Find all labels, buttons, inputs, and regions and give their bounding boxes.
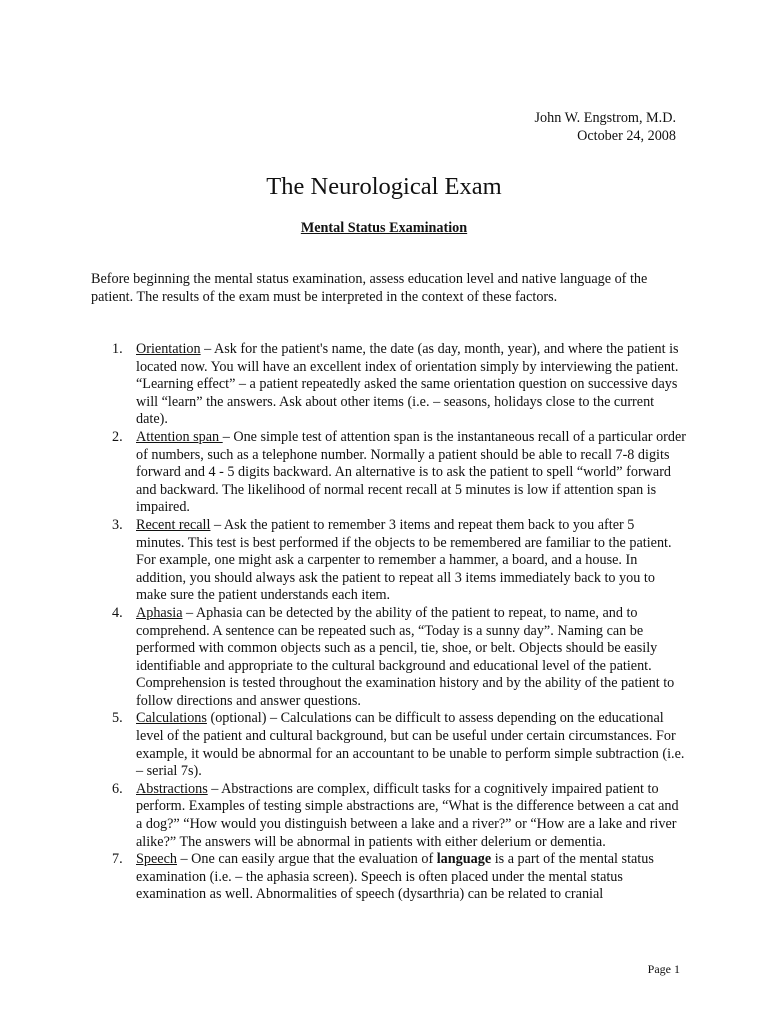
item-number: 2. — [112, 428, 123, 445]
item-text: – One can easily argue that the evaluation of — [176, 851, 437, 868]
item-term: Speech — [136, 851, 177, 868]
item-number: 1. — [112, 341, 123, 357]
item-number: 4. — [112, 604, 123, 621]
item-text: – Ask the patient to remember 3 items and repeat them back to you after 5 minutes. This test is best performed if the objects to be remembered are familiar to the patient. For example, one might ask a carpenter to remember a hammer, a board, and a house. In addition, you should always ask the patient to repeat all 3 items immediately back to you to make sure the patient understands each item. — [136, 516, 672, 604]
item-text: is a part of the mental status examination (i.e. – the aphasia screen). Speech is often placed under the mental status examination as well. Abnormalities of speech (dysarthria) can be related to cranial — [136, 851, 654, 903]
section-heading — [0, 219, 768, 237]
list-item — [91, 517, 686, 605]
item-term: Calculations — [136, 710, 207, 727]
section-heading-text: Mental Status Examination — [300, 220, 468, 236]
list-item — [91, 710, 686, 780]
item-number: 7. — [112, 851, 123, 868]
item-text: – Aphasia can be detected by the ability of the patient to repeat, to name, and to comprehend. A sentence can be repeated such as, “Today is a sunny day”. Naming can be performed with common objects such as a pencil, tie, shoe, or belt. Objects should be easily identifiable and appropriate to the cultural background and educational level of the patient. Comprehension is tested throughout the examination history and by the ability of the patient to follow directions and answer questions. — [136, 604, 675, 709]
item-term: Attention span — [136, 428, 223, 445]
list-item — [91, 429, 686, 517]
item-term: Abstractions — [136, 780, 208, 797]
list-item — [91, 341, 686, 429]
author-name: John W. Engstrom, M.D. — [534, 110, 676, 126]
document-date: October 24, 2008 — [577, 128, 676, 144]
list-item — [91, 781, 686, 851]
item-number: 5. — [112, 710, 123, 727]
page-number: Page 1 — [647, 962, 680, 976]
item-term: Recent recall — [136, 516, 211, 533]
author-block — [535, 109, 677, 145]
item-number: 6. — [112, 780, 123, 797]
item-text: – One simple test of attention span is the instantaneous recall of a particular order of numbers, such as a telephone number. Normally a patient should be able to recall 7-8 digits forward and 4 - 5 digits backward. An alternative is to ask the patient to spell “world” forward and backward. The likelihood of normal recent recall at 5 minutes is low if attention span is impaired. — [136, 428, 687, 516]
list-item — [91, 605, 686, 711]
document-title: The Neurological Exam — [266, 173, 502, 200]
item-bold-term: language — [436, 851, 492, 868]
list-item — [91, 851, 686, 904]
item-number: 3. — [112, 516, 123, 533]
item-term: Aphasia — [136, 604, 183, 621]
item-term: Orientation — [136, 341, 201, 357]
item-text: – Abstractions are complex, difficult tasks for a cognitively impaired patient to perform. Examples of testing simple abstractions are, “What is the difference between a cat and a dog?” “How would you distinguish between a lake and a river?” or “How are a lake and river alike?” The answers will be abnormal in patients with either delerium or dementia. — [136, 780, 679, 850]
item-text: (optional) – Calculations can be difficult to assess depending on the educational level of the patient and cultural background, but can be useful under certain circumstances. For example, it would be abnormal for an accountant to be unable to perform simple subtraction (i.e. – serial 7s). — [136, 710, 685, 780]
exam-items-list — [91, 341, 686, 904]
item-text: – Ask for the patient's name, the date (as day, month, year), and where the patient is located now. You will have an excellent index of orientation simply by interviewing the patient. “Learning effect” – a patient repeatedly asked the same orientation question on successive days will “learn” the answers. Ask about other items (i.e. – seasons, holidays close to the current date). — [136, 341, 679, 428]
intro-paragraph: Before beginning the mental status examination, assess education level and native language of the patient. The results of the exam must be interpreted in the context of these factors. — [91, 271, 648, 305]
